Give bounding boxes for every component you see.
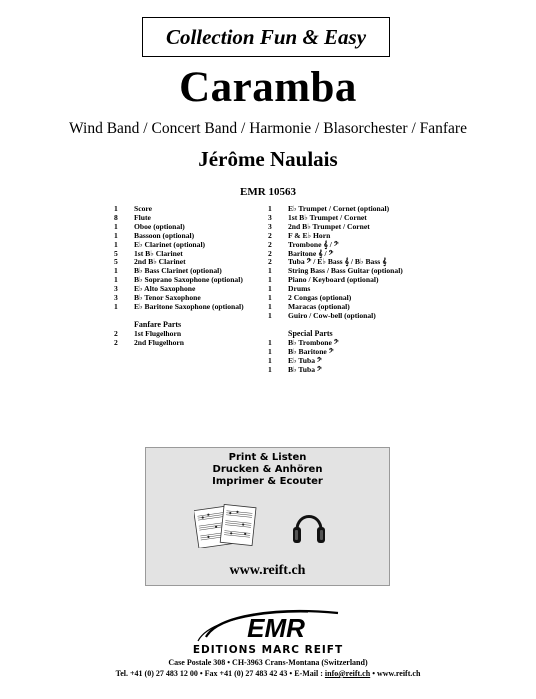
part-quantity: 2: [268, 239, 272, 249]
print-listen-box: [145, 447, 390, 586]
part-name: Tuba 𝄢 / E♭ Bass 𝄞 / B♭ Bass 𝄞: [288, 257, 387, 267]
part-quantity: 1: [114, 204, 118, 213]
special-parts-heading: Special Parts: [288, 328, 333, 338]
email-link[interactable]: info@reift.ch: [324, 669, 371, 678]
part-name: E♭ Alto Saxophone: [134, 284, 196, 294]
part-quantity: 3: [114, 284, 118, 294]
part-name: B♭ Baritone 𝄢: [288, 346, 334, 356]
part-quantity: 3: [268, 212, 272, 222]
print-listen-line: Drucken & Anhören: [212, 464, 323, 475]
emr-logo-text: EMR: [247, 613, 305, 643]
publisher-contact: [0, 669, 536, 679]
part-quantity: 1: [114, 275, 118, 285]
composer-name: Jérôme Naulais: [198, 147, 338, 171]
publisher-address: Case Postale 308 • CH-3963 Crans-Montana (Switzerland): [168, 658, 368, 667]
part-name: Drums: [288, 284, 311, 294]
part-name: 2nd Flugelhorn: [134, 337, 185, 347]
part-quantity: 1: [268, 310, 272, 320]
part-quantity: 3: [268, 221, 272, 231]
publisher-name: EDITIONS MARC REIFT: [192, 644, 344, 656]
instrumentation-subtitle: Wind Band / Concert Band / Harmonie / Blasorchester / Fanfare: [69, 120, 467, 137]
part-quantity: 1: [114, 266, 118, 276]
part-quantity: 1: [268, 337, 272, 347]
part-name: 1st B♭ Clarinet: [134, 248, 183, 258]
part-row: [268, 366, 428, 375]
emr-logo: [188, 607, 348, 645]
part-quantity: 2: [268, 248, 272, 258]
part-name: 1st Flugelhorn: [134, 328, 182, 338]
part-quantity: 5: [114, 257, 118, 267]
part-name: Piano / Keyboard (optional): [288, 275, 379, 285]
part-name: 1st B♭ Trumpet / Cornet: [288, 212, 367, 222]
series-title: Collection Fun & Easy: [165, 24, 367, 49]
part-quantity: 2: [114, 328, 118, 338]
catalog-number: EMR 10563: [240, 186, 296, 198]
part-name: String Bass / Bass Guitar (optional): [288, 266, 403, 276]
part-quantity: 1: [268, 364, 272, 374]
part-name: 2nd B♭ Clarinet: [134, 257, 186, 267]
contact-suffix: • www.reift.ch: [370, 669, 421, 678]
parts-list-left: [114, 205, 264, 348]
part-name: Bassoon (optional): [134, 230, 195, 240]
part-name: Trombone 𝄞 / 𝄢: [288, 239, 339, 249]
part-name: E♭ Clarinet (optional): [134, 239, 206, 249]
part-name: E♭ Baritone Saxophone (optional): [134, 301, 244, 311]
part-row: [114, 339, 264, 348]
part-name: E♭ Trumpet / Cornet (optional): [288, 204, 390, 213]
part-quantity: 3: [114, 293, 118, 303]
part-name: F & E♭ Horn: [288, 230, 331, 240]
part-quantity: 8: [114, 212, 118, 222]
part-quantity: 1: [114, 221, 118, 231]
piece-title: Caramba: [179, 64, 357, 111]
part-name: 2nd B♭ Trumpet / Cornet: [288, 221, 370, 231]
part-quantity: 2: [268, 257, 272, 267]
part-quantity: 1: [268, 275, 272, 285]
part-quantity: 2: [268, 230, 272, 240]
print-listen-lines: [146, 452, 389, 488]
series-title-box: [142, 17, 390, 57]
contact-prefix: Tel. +41 (0) 27 483 12 00 • Fax +41 (0) 27 483 42 43 • E-Mail :: [115, 669, 325, 678]
part-quantity: 1: [268, 301, 272, 311]
sheet-music-icon: [194, 502, 258, 548]
part-name: Baritone 𝄞 / 𝄢: [288, 248, 334, 258]
part-quantity: 1: [268, 204, 272, 213]
part-name: E♭ Tuba 𝄢: [288, 355, 322, 365]
part-quantity: 5: [114, 248, 118, 258]
part-row: [268, 312, 428, 321]
parts-list-right: [268, 205, 428, 374]
part-quantity: 1: [268, 355, 272, 365]
part-quantity: 2: [114, 337, 118, 347]
part-quantity: 1: [268, 346, 272, 356]
part-name: B♭ Tuba 𝄢: [288, 364, 322, 374]
fanfare-parts-heading: Fanfare Parts: [134, 319, 182, 329]
part-name: 2 Congas (optional): [288, 293, 352, 303]
part-quantity: 1: [114, 239, 118, 249]
part-name: B♭ Bass Clarinet (optional): [134, 266, 222, 276]
part-quantity: 1: [114, 301, 118, 311]
part-quantity: 1: [268, 284, 272, 294]
part-name: Score: [134, 204, 152, 213]
headphones-icon: [292, 504, 326, 548]
part-name: B♭ Soprano Saxophone (optional): [134, 275, 243, 285]
website-link[interactable]: www.reift.ch: [229, 563, 306, 578]
part-row: [114, 303, 264, 312]
print-listen-line: Print & Listen: [228, 452, 307, 463]
part-name: B♭ Tenor Saxophone: [134, 293, 201, 303]
part-name: B♭ Trombone 𝄢: [288, 337, 339, 347]
part-name: Oboe (optional): [134, 221, 185, 231]
part-quantity: 1: [268, 293, 272, 303]
part-quantity: 1: [268, 266, 272, 276]
part-name: Flute: [134, 212, 151, 222]
part-name: Maracas (optional): [288, 301, 350, 311]
part-name: Guiro / Cow-bell (optional): [288, 310, 376, 320]
part-quantity: 1: [114, 230, 118, 240]
print-listen-line: Imprimer & Ecouter: [212, 476, 323, 487]
